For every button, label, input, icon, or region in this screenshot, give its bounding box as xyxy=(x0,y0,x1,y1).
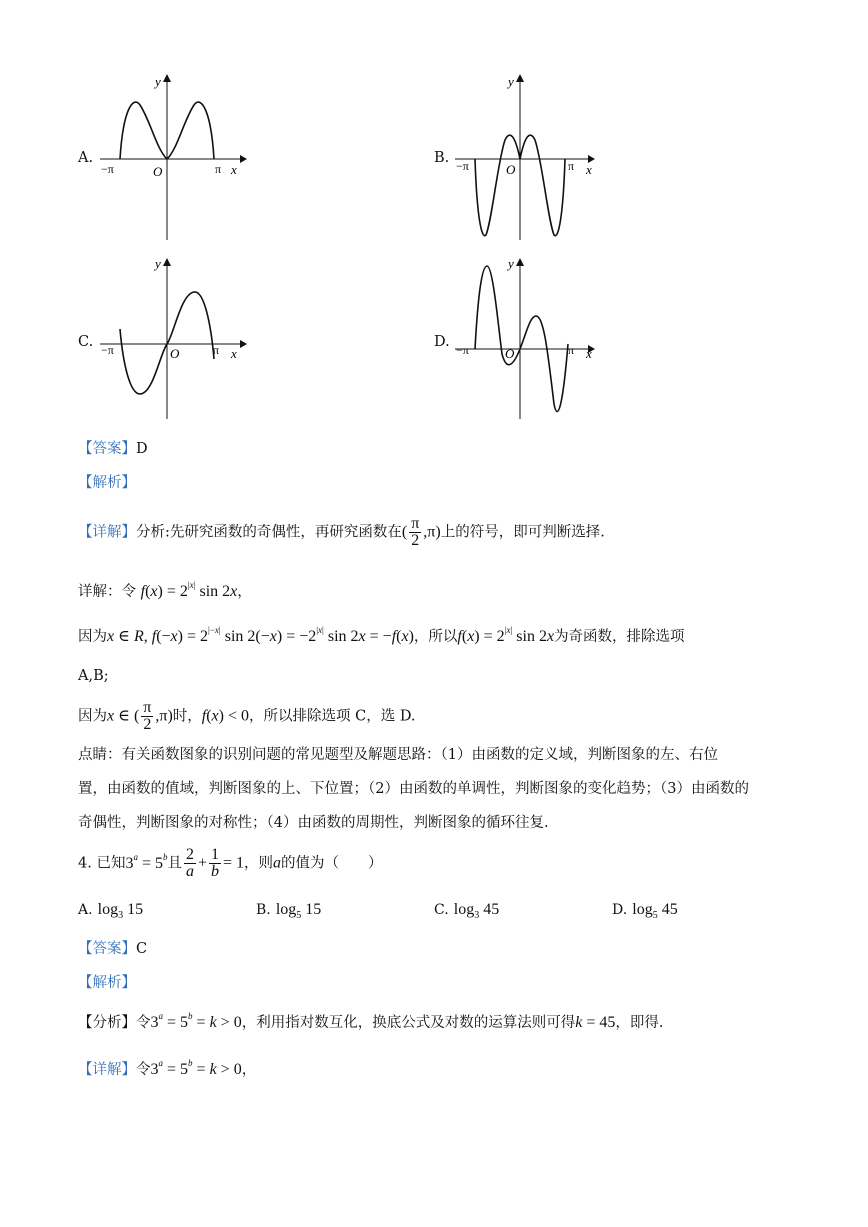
x-label: x xyxy=(586,162,592,177)
q4-option-a[interactable]: A. $\log_3 15$ xyxy=(78,901,144,921)
neg-pi-label: −π xyxy=(456,159,469,173)
q3-comment-2: 置，由函数的值域，判断图象的上、下位置；（2）由函数的单调性，判断图象的变化趋势；（3）由函数的 xyxy=(78,781,749,797)
pi-label: π xyxy=(568,159,575,173)
y-label: y xyxy=(508,74,514,89)
option-label-b: B. xyxy=(434,150,450,166)
x-label: x xyxy=(231,162,237,177)
q3-comment-1: 点睛：有关函数图象的识别问题的常见题型及解题思路：（1）由函数的定义域，判断图象的左、右位 xyxy=(78,747,718,763)
graph-a xyxy=(95,70,255,245)
y-arrow xyxy=(163,258,171,266)
frac-pi-2: $\frac{\pi}{2}$ xyxy=(143,699,152,733)
x-label: x xyxy=(586,346,592,361)
frac-1-b: $\frac{1}{b}$ xyxy=(211,846,220,880)
y-label: y xyxy=(508,256,514,271)
q4-analysis: 【分析】令$3^a = 5^b = k > 0$，利用指对数互化，换底公式及对数的运算法则可得k = 45，即得. xyxy=(78,1011,664,1031)
q4-answer: 【答案】C xyxy=(78,941,148,957)
neg-pi-label: −π xyxy=(101,343,114,357)
pi-label: π xyxy=(213,343,220,357)
pi-label: π xyxy=(568,343,575,357)
y-label: y xyxy=(155,256,161,271)
comma-pi: ,π) xyxy=(423,523,441,541)
graph-d xyxy=(450,254,610,424)
q3-comment-3: 奇偶性，判断图象的对称性；（4）由函数的周期性，判断图象的循环往复. xyxy=(78,815,549,831)
q4-stem: 4. 已知$3^a = 5^b$且 $\frac{2}{a}$ + $\frac{1}{b}$ = 1，则a的值为（ ） xyxy=(78,846,383,880)
x-label: x xyxy=(231,346,237,361)
q3-detail-line5: 因为x ∈ ( $\frac{\pi}{2}$ ,π)时，f(x) < 0，所以排除选项 C，选 D. xyxy=(78,699,416,733)
q3-analysis-tag: 【解析】 xyxy=(78,475,136,491)
q4-analysis-tag: 【解析】 xyxy=(78,975,136,991)
y-arrow xyxy=(516,74,524,82)
detail-text-b: 上的符号，即可判断选择. xyxy=(440,524,605,541)
origin-label: O xyxy=(505,346,515,361)
q3-detail-line1 xyxy=(78,516,605,549)
answer-value: D xyxy=(136,441,148,457)
origin-label: O xyxy=(506,162,516,177)
origin-label: O xyxy=(170,346,180,361)
q4-option-c[interactable]: C. $\log_3 45$ xyxy=(434,901,500,921)
frac-2-a: $\frac{2}{a}$ xyxy=(185,846,194,880)
option-label-a: A. xyxy=(78,150,94,166)
option-label-d: D. xyxy=(434,334,450,350)
neg-pi-label: −π xyxy=(101,162,114,176)
q4-detail: 【详解】令$3^a = 5^b = k > 0$， xyxy=(78,1058,257,1078)
q3-detail-line2: 详解：令 $f(x) = 2^{|x|}$ sin 2x， xyxy=(78,580,252,600)
q3-answer xyxy=(78,439,148,459)
lparen: ( xyxy=(401,523,408,541)
pi-label: π xyxy=(215,162,222,176)
curve-d xyxy=(475,266,568,412)
frac-pi-2: $\frac{\pi}{2}$ xyxy=(411,515,420,549)
q4-option-d[interactable]: D. $\log_5 45$ xyxy=(612,901,678,921)
y-arrow xyxy=(163,74,171,82)
answer-tag: 【答案】 xyxy=(78,441,136,457)
graph-b xyxy=(450,70,610,245)
x-arrow xyxy=(240,340,247,348)
y-label: y xyxy=(155,74,161,89)
detail-text-a: 分析:先研究函数的奇偶性，再研究函数在 xyxy=(136,524,402,541)
origin-label: O xyxy=(153,164,163,179)
q3-detail-line4: A,B; xyxy=(78,668,109,684)
neg-pi-label: −π xyxy=(456,343,469,357)
q3-detail-line3: 因为x ∈ R, $f(-x) = 2^{|-x|}$ $\sin 2(-x) = -2^{|x|}$ sin 2x = −f(x)，所以$f(x) = 2^{|x|}$ sin 2x为奇函数，排除选项 xyxy=(78,625,685,645)
q4-option-b[interactable]: B. $\log_5 15$ xyxy=(256,901,322,921)
option-label-c: C. xyxy=(78,334,94,350)
y-arrow xyxy=(516,258,524,266)
x-arrow xyxy=(240,155,247,163)
graph-c xyxy=(95,254,255,424)
detail-tag: 【详解】 xyxy=(78,524,136,541)
